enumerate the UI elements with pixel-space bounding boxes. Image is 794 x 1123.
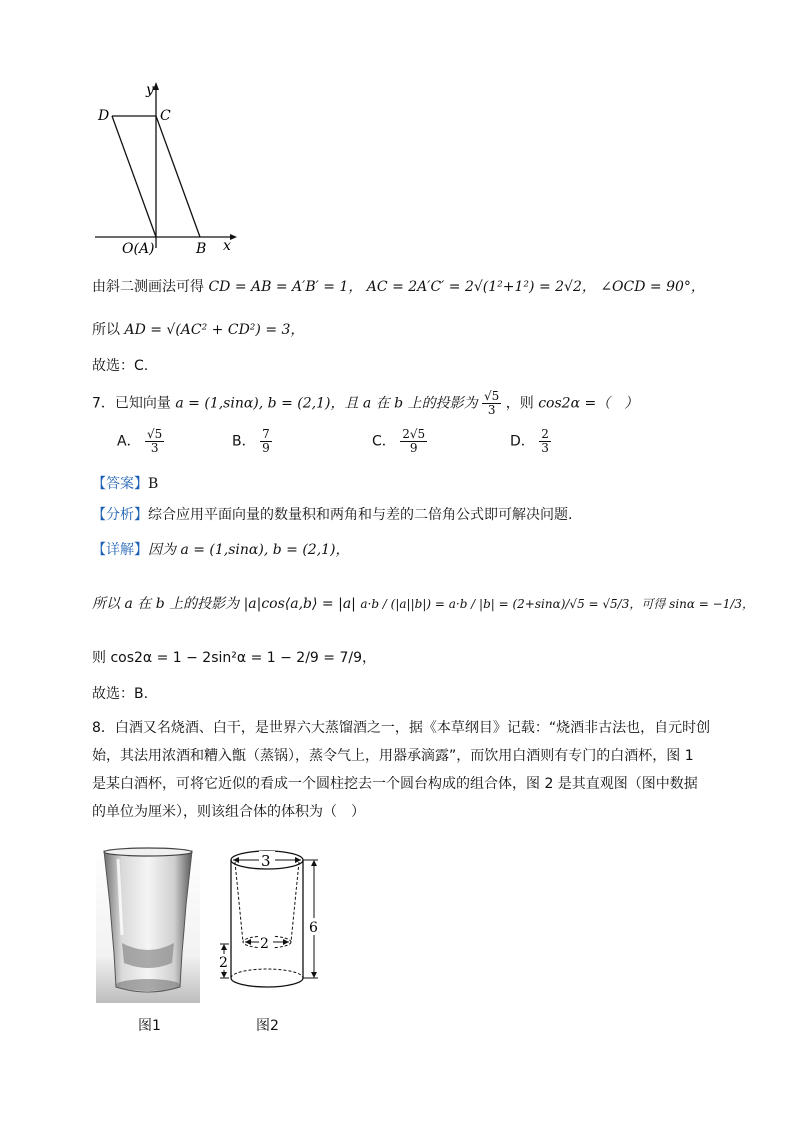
label-O: O(A): [122, 241, 155, 257]
q7-detail-1: [92, 540, 350, 560]
q7-vectors: a = (1,sinα), b = (2,1)，且: [175, 395, 359, 412]
option-label: D．: [510, 433, 535, 450]
option-label: C．: [372, 433, 396, 450]
q7-option-b[interactable]: [232, 428, 272, 455]
answer-value: B: [148, 476, 159, 492]
q7-detail-2: [92, 594, 754, 614]
option-label: A．: [117, 433, 141, 450]
frac-num: 2: [541, 427, 549, 441]
detail-line-1: 因为 a = (1,sinα), b = (2,1)，: [148, 542, 350, 558]
label-x: x: [223, 238, 231, 254]
option-frac: [539, 428, 551, 455]
frac-num: √5: [484, 389, 500, 403]
eq-angle-ocd: ∠OCD = 90°，: [600, 279, 705, 295]
q7-ask: cos2α =（ ）: [538, 395, 639, 412]
q8-line-2: 始，其法用浓酒和糟入甑（蒸锅），蒸令气上，用器承滴露”，而饮用白酒则有专门的白酒杯，图 1: [92, 748, 694, 764]
choose-c: 故选：C.: [92, 358, 149, 374]
label-C: C: [160, 108, 171, 124]
frac-den: 3: [150, 441, 159, 455]
frac-den: 9: [262, 441, 270, 455]
derivation-text: 由斜二测画法可得: [92, 279, 204, 295]
eq-ac: AC = 2A′C′ = 2√(1²+1²) = 2√2，: [366, 279, 596, 295]
fig1-caption: 图1: [138, 1018, 161, 1034]
q8-line-1: 8．白酒又名烧酒、白干，是世界六大蒸馏酒之一，据《本草纲目》记载：“烧酒非古法也，自元时创: [92, 720, 711, 736]
eq-cd-ab: CD = AB = A′B′ = 1，: [208, 279, 363, 295]
option-frac: [400, 428, 427, 455]
label-y: y: [146, 82, 154, 98]
dim-top: 3: [261, 852, 271, 870]
coordinate-figure: [90, 78, 240, 258]
q7-option-c[interactable]: [372, 428, 427, 455]
q7-stem-a: 7．已知向量: [92, 395, 171, 412]
dim-height: 6: [309, 920, 318, 936]
fig2-caption: 图2: [256, 1018, 279, 1034]
segment-CB: [156, 116, 200, 237]
detail-line-2a: 所以 a 在 b 上的投影为: [92, 596, 240, 612]
analysis-text: 综合应用平面向量的数量积和两角和与差的二倍角公式即可解决问题.: [148, 507, 573, 523]
q7-option-d[interactable]: [510, 428, 551, 455]
so-text: 所以: [92, 322, 120, 338]
detail-line-2b: |a|cos⟨a,b⟩ = |a|: [243, 596, 356, 612]
label-D: D: [98, 108, 110, 124]
frac-num: √5: [147, 427, 163, 441]
dim-inner: 2: [260, 936, 269, 952]
eq-ad: AD = √(AC² + CD²) = 3，: [124, 322, 305, 338]
q8-line-4: 的单位为厘米），则该组合体的体积为（ ）: [92, 804, 365, 820]
frac-den: 3: [541, 441, 549, 455]
glass-photo: [96, 845, 200, 1003]
q7-answer: [92, 474, 158, 494]
q7-stem-c: ，则: [505, 395, 534, 412]
q7-stem: [92, 390, 638, 417]
frac-den: 9: [409, 441, 418, 455]
q7-projection-frac: [482, 390, 501, 417]
option-frac: [260, 428, 272, 455]
frac-num: 7: [262, 427, 270, 441]
q7-detail-4: 故选：B.: [92, 686, 149, 702]
option-frac: [145, 428, 164, 455]
q7-detail-3: 则 cos2α = 1 − 2sin²α = 1 − 2/9 = 7/9，: [92, 650, 376, 666]
label-B: B: [196, 241, 207, 257]
answer-tag: 【答案】: [92, 476, 148, 492]
option-label: B．: [232, 433, 256, 450]
dim-base: 2: [219, 955, 228, 971]
analysis-tag: 【分析】: [92, 507, 148, 523]
detail-line-2c: a·b / (|a||b|) = a·b / |b| = (2+sinα)/√5 = √5/3，可得 sinα = −1/3，: [360, 597, 755, 611]
frac-num: 2√5: [402, 427, 426, 441]
q7-analysis: [92, 505, 572, 525]
frac-den: 3: [487, 403, 496, 417]
line-ad: [92, 320, 304, 340]
segment-DA: [112, 116, 156, 237]
line-derivation: [92, 277, 705, 297]
q7-option-a[interactable]: [117, 428, 164, 455]
cylinder-diagram: [210, 842, 330, 1006]
q8-line-3: 是某白酒杯，可将它近似的看成一个圆柱挖去一个圆台构成的组合体，图 2 是其直观图（图中数据: [92, 776, 698, 792]
q7-projection-text: a 在 b 上的投影为: [362, 395, 478, 412]
detail-tag: 【详解】: [92, 542, 148, 558]
x-axis-arrow: [230, 234, 237, 240]
